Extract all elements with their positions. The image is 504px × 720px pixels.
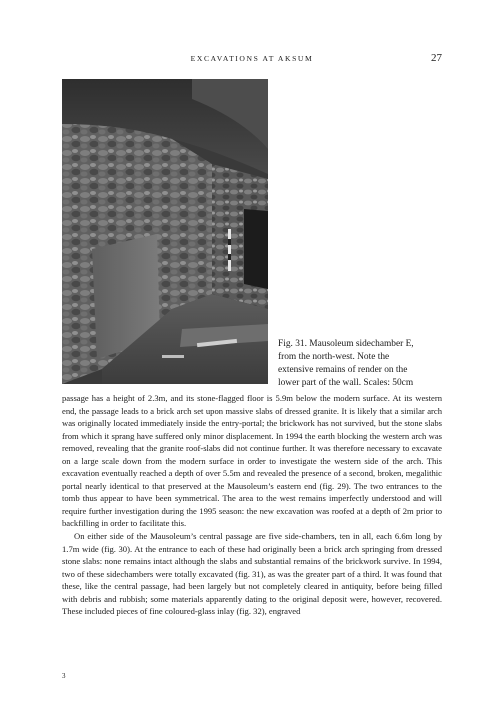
caption-line: extensive remains of render on the [278,365,408,375]
figure-caption [278,338,448,390]
body-paragraph: passage has a height of 2.3m, and its stone-flagged floor is 5.9m below the modern surface. At its western end, the passage leads to a brick arch set upon massive slabs of dressed granite. It is likely that a similar arch was originally located immediately inside the entry-portal; the brickwork has not survived, but the stone slabs from which it sprang have suffered only minor displacement. In 1994 the earth blocking the western arch was removed, revealing that the granite roof-slabs did not continue further. It was therefore necessary to excavate on a large scale down from the modern surface in order to investigate the western side of the arch. This excavation eventually reached a depth of over 5.5m and revealed the presence of a second, broken, megalithic portal nearly identical to that preserved at the Mausoleum’s eastern end (fig. 29). The two entrances to the tomb thus appear to have been symmetrical. The area to the west remains imperfectly understood and will require further investigation during the 1995 season: the new excavation was roofed at a depth of 2m prior to backfilling in order to facilitate this. [62,393,442,529]
body-paragraph: On either side of the Mausoleum’s central passage are five side-chambers, ten in all, each 6.6m long by 1.7m wide (fig. 30). At the entrance to each of these had originally been a brick arch springing from dressed stone slabs: none remains intact although the slabs and substantial remains of the brickwork survive. In 1994, two of these sidechambers were totally excavated (fig. 31), as was the greater part of a third. It was found that these, like the central passage, had been largely but not completely cleared in antiquity, before being filled with debris and rubbish; some materials apparently dating to the original deposit were, however, recovered. These included pieces of fine coloured-glass inlay (fig. 32), engraved [62,531,442,617]
running-header [62,52,442,66]
folio-mark: 3 [62,672,66,680]
page-number: 27 [431,52,442,64]
caption-line: from the north-west. Note the [278,352,390,362]
caption-line: Fig. 31. Mausoleum sidechamber E, [278,339,414,349]
figure-photo [62,79,268,384]
caption-line: lower part of the wall. Scales: 50cm [278,378,414,388]
running-head-title: EXCAVATIONS AT AKSUM [190,54,314,63]
body-text [62,392,442,618]
